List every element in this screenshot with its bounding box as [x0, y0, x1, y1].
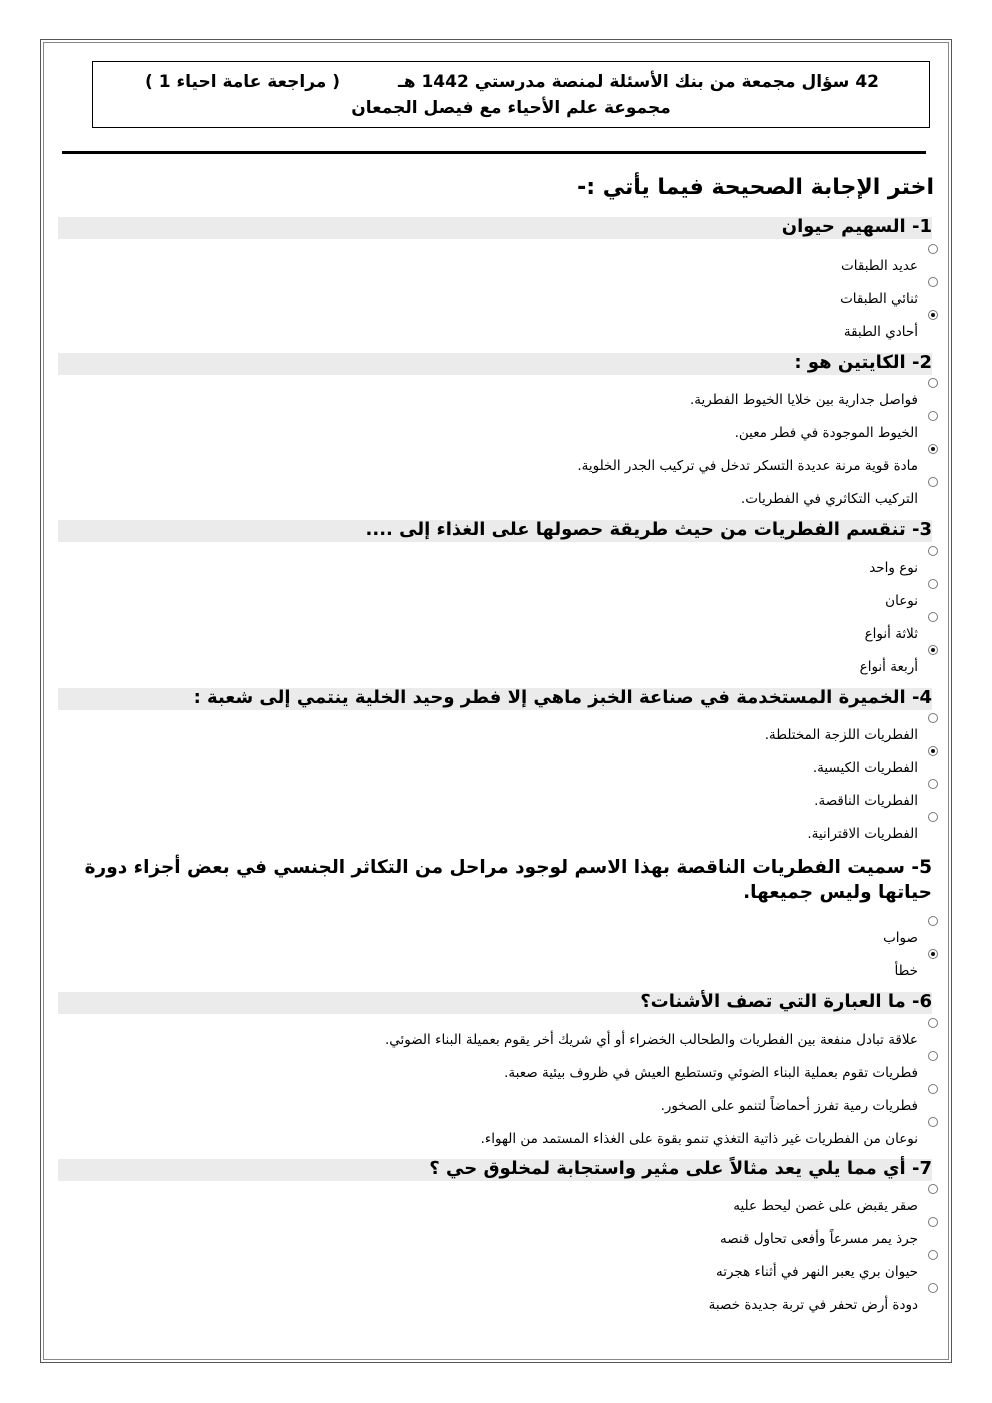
option-label: فطريات تقوم بعملية البناء الضوئي وتستطيع العيش في ظروف بيئية صعبة. [504, 1065, 918, 1081]
question-text: 7- أي مما يلي يعد مثالاً على مثير واستجابة لمخلوق حي ؟ [429, 1158, 932, 1179]
option-label: أربعة أنواع [859, 659, 918, 675]
option-label: الفطريات الاقترانية. [807, 826, 918, 842]
option[interactable] [741, 483, 918, 511]
question-7 [58, 1159, 932, 1181]
option[interactable] [735, 417, 918, 445]
radio-button[interactable] [928, 812, 938, 822]
radio-button-selected[interactable] [928, 949, 938, 959]
radio-button-selected[interactable] [928, 310, 938, 320]
option-label: جرذ يمر مسرعاً وأفعى تحاول قنصه [719, 1231, 918, 1247]
option[interactable] [844, 316, 918, 344]
radio-button[interactable] [928, 1250, 938, 1260]
option[interactable] [865, 618, 918, 646]
option[interactable] [690, 384, 918, 412]
option-label: دودة أرض تحفر في تربة جديدة خصبة [708, 1297, 918, 1313]
header-subtitle: مجموعة علم الأحياء مع فيصل الجمعان [351, 98, 671, 118]
option[interactable] [385, 1024, 918, 1052]
radio-button[interactable] [928, 411, 938, 421]
question-text: 6- ما العبارة التي تصف الأشنات؟ [640, 991, 932, 1012]
header-title: 42 سؤال مجمعة من بنك الأسئلة لمنصة مدرستي 1442 هـ [397, 72, 879, 92]
option-label: الفطريات الكيسية. [812, 760, 918, 776]
option-label: فواصل جدارية بين خلايا الخيوط الفطرية. [689, 392, 918, 408]
question-text: 2- الكايتين هو : [794, 352, 932, 373]
option[interactable] [894, 955, 918, 983]
radio-button[interactable] [928, 612, 938, 622]
radio-button[interactable] [928, 546, 938, 556]
option-label: ثنائي الطبقات [840, 291, 918, 307]
radio-button[interactable] [928, 1117, 938, 1127]
option[interactable] [841, 250, 918, 278]
option[interactable] [860, 651, 918, 679]
question-3 [58, 520, 932, 542]
radio-button[interactable] [928, 1184, 938, 1194]
question-5 [58, 855, 932, 903]
option-label: مادة قوية مرنة عديدة التسكر تدخل في تركيب الجدر الخلوية. [577, 458, 918, 474]
option-label: نوعان [885, 593, 918, 609]
option-label: صقر يقبض على غصن ليحط عليه [733, 1198, 918, 1214]
option-label: ثلاثة أنواع [864, 626, 918, 642]
option[interactable] [885, 585, 918, 613]
option-label: علاقة تبادل منفعة بين الفطريات والطحالب الخضراء أو أي شريك أخر يقوم بعميلة البناء الضوئي. [384, 1032, 918, 1048]
question-2 [58, 353, 932, 375]
radio-button[interactable] [928, 477, 938, 487]
option[interactable] [709, 1289, 918, 1317]
option-label: حيوان بري يعبر النهر في أثناء هجرته [715, 1264, 918, 1280]
radio-button[interactable] [928, 1283, 938, 1293]
question-text: 3- تنقسم الفطريات من حيث طريقة حصولها على الغذاء إلى .... [365, 519, 932, 540]
instructions-heading: اختر الإجابة الصحيحة فيما يأتي :- [577, 175, 934, 200]
option-label: الخيوط الموجودة في فطر معين. [734, 425, 918, 441]
option[interactable] [504, 1057, 918, 1085]
radio-button[interactable] [928, 1084, 938, 1094]
option[interactable] [481, 1123, 918, 1151]
option-label: صواب [883, 930, 918, 946]
question-text: 1- السهيم حيوان [781, 216, 932, 237]
option[interactable] [807, 818, 918, 846]
radio-button-selected[interactable] [928, 645, 938, 655]
option[interactable] [716, 1256, 918, 1284]
option-label: التركيب التكاثري في الفطريات. [740, 491, 918, 507]
option[interactable] [577, 450, 918, 478]
radio-button[interactable] [928, 1051, 938, 1061]
option[interactable] [733, 1190, 918, 1218]
option-label: فطريات رمية تفرز أحماضاً لتنمو على الصخور. [660, 1098, 918, 1114]
option-label: خطأ [894, 963, 918, 979]
option-label: أحادي الطبقة [843, 324, 918, 340]
radio-button[interactable] [928, 244, 938, 254]
radio-button[interactable] [928, 916, 938, 926]
question-6 [58, 992, 932, 1014]
radio-button[interactable] [928, 277, 938, 287]
option[interactable] [883, 922, 918, 950]
radio-button[interactable] [928, 713, 938, 723]
option[interactable] [814, 785, 918, 813]
option-label: عديد الطبقات [841, 258, 918, 274]
option[interactable] [720, 1223, 918, 1251]
separator-line [62, 151, 926, 154]
radio-button[interactable] [928, 579, 938, 589]
question-text: 5- سميت الفطريات الناقصة بهذا الاسم لوجود مراحل من التكاثر الجنسي في بعض أجزاء دورة حياتها وليس جميعها. [84, 857, 932, 903]
radio-button[interactable] [928, 1018, 938, 1028]
option[interactable] [813, 752, 918, 780]
radio-button-selected[interactable] [928, 444, 938, 454]
radio-button[interactable] [928, 779, 938, 789]
header-box [92, 61, 930, 128]
question-1 [58, 217, 932, 239]
radio-button[interactable] [928, 1217, 938, 1227]
option[interactable] [661, 1090, 918, 1118]
radio-button-selected[interactable] [928, 746, 938, 756]
header-review-label: ( مراجعة عامة احياء 1 ) [145, 72, 340, 92]
question-4 [58, 688, 932, 710]
option-label: نوعان من الفطريات غير ذاتية التغذي تنمو بقوة على الغذاء المستمد من الهواء. [480, 1131, 918, 1147]
question-text: 4- الخميرة المستخدمة في صناعة الخبز ماهي إلا فطر وحيد الخلية ينتمي إلى شعبة : [193, 687, 932, 708]
radio-button[interactable] [928, 378, 938, 388]
option-label: الفطريات اللزجة المختلطة. [764, 727, 918, 743]
option-label: الفطريات الناقصة. [814, 793, 918, 809]
option[interactable] [840, 283, 918, 311]
option-label: نوع واحد [869, 560, 918, 576]
option[interactable] [765, 719, 918, 747]
option[interactable] [869, 552, 918, 580]
